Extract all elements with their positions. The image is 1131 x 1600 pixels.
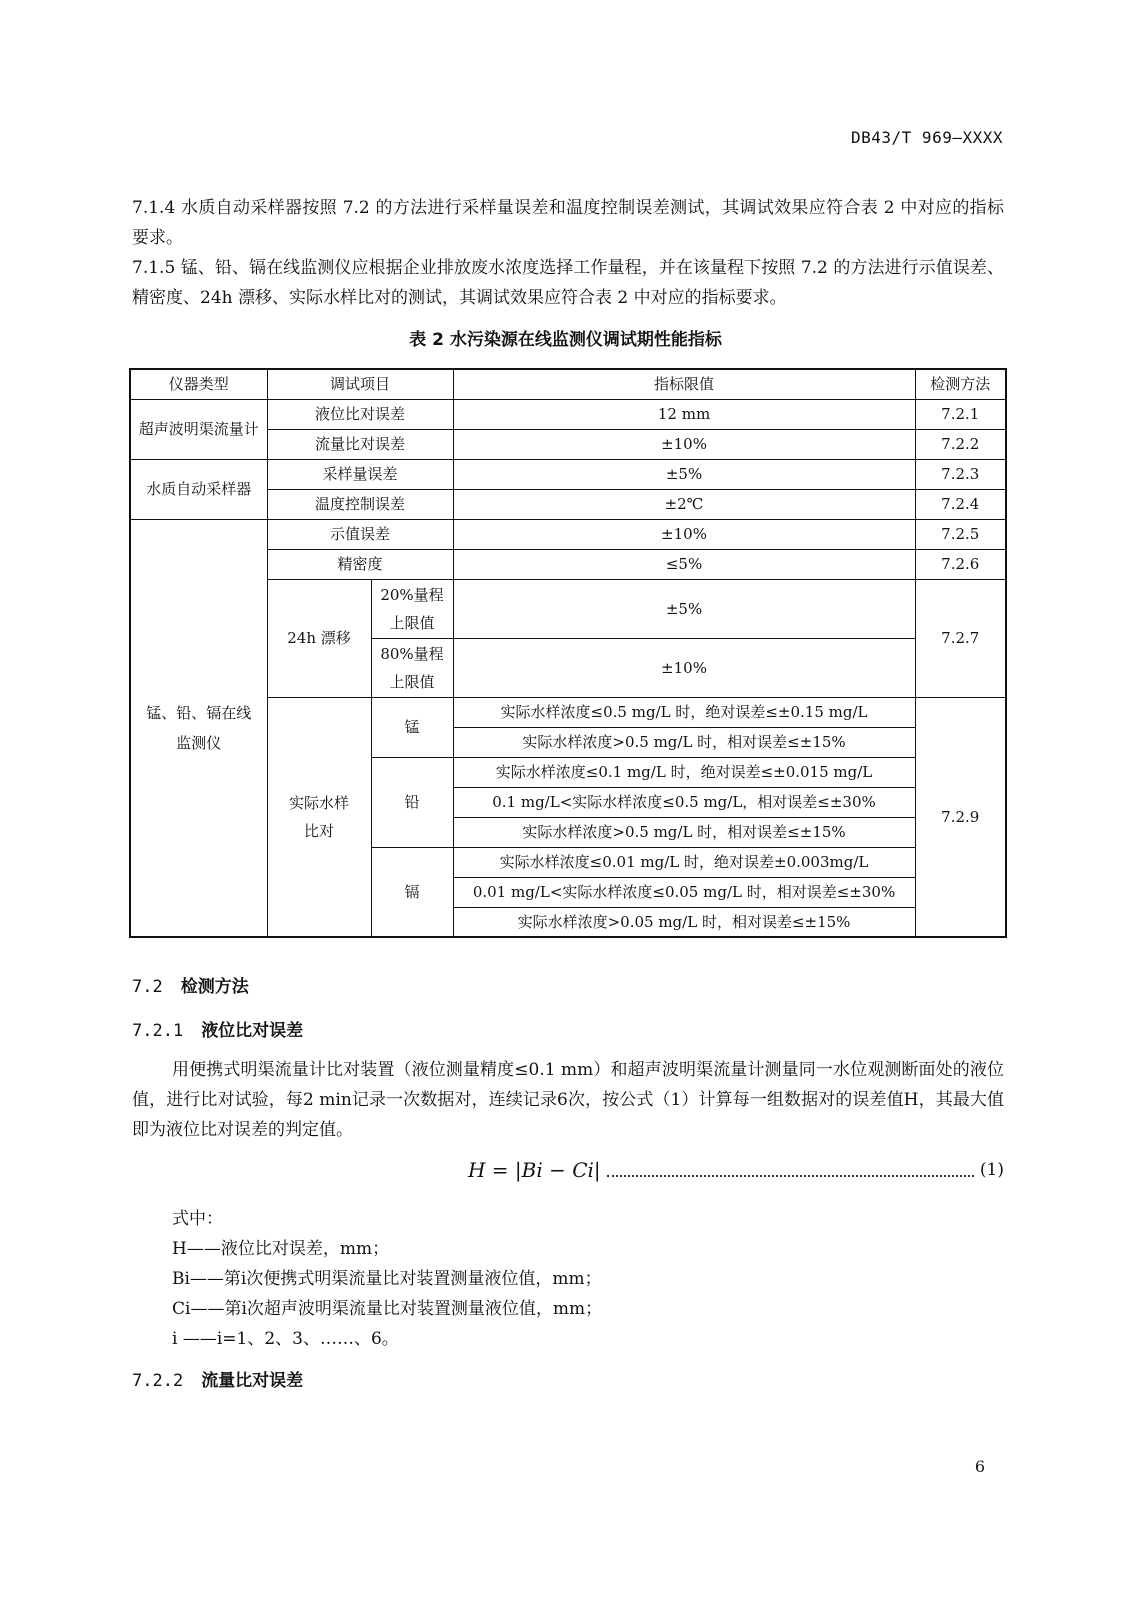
limit-cell: 12 mm xyxy=(453,399,915,429)
item-cell: 采样量误差 xyxy=(267,459,453,489)
metal-mn: 锰 xyxy=(371,697,453,757)
limit-cell: 实际水样浓度>0.05 mg/L 时，相对误差≤±15% xyxy=(453,907,915,937)
limit-cell: ±5% xyxy=(453,579,915,638)
where-label: 式中： xyxy=(172,1209,223,1229)
method-cell: 7.2.9 xyxy=(915,697,1006,937)
table-row xyxy=(130,519,1006,549)
table-row xyxy=(130,399,1006,429)
header-item: 调试项目 xyxy=(267,369,453,399)
limit-cell: ±10% xyxy=(453,638,915,697)
limit-cell: 实际水样浓度≤0.1 mg/L 时，绝对误差≤±0.015 mg/L xyxy=(453,757,915,787)
section-title: 流量比对误差 xyxy=(201,1371,304,1391)
equation-number: (1) xyxy=(979,1160,1004,1180)
type-heavy-metal-monitor: 锰、铅、镉在线监测仪 xyxy=(130,519,267,937)
item-cell: 示值误差 xyxy=(267,519,453,549)
method-cell: 7.2.7 xyxy=(915,579,1006,697)
metal-cd: 镉 xyxy=(371,847,453,937)
table-header-row xyxy=(130,369,1006,399)
type-sampler: 水质自动采样器 xyxy=(130,459,267,519)
item-cell: 温度控制误差 xyxy=(267,489,453,519)
section-7-2-1-heading xyxy=(132,1016,303,1041)
limit-cell: 实际水样浓度≤0.01 mg/L 时，绝对误差±0.003mg/L xyxy=(453,847,915,877)
definition-ci: Ci——第i次超声波明渠流量比对装置测量液位值，mm； xyxy=(172,1299,603,1319)
table-title: 表 2 水污染源在线监测仪调试期性能指标 xyxy=(409,330,722,350)
drift-sub-80: 80%量程上限值 xyxy=(371,638,453,697)
method-cell: 7.2.5 xyxy=(915,519,1006,549)
definition-bi: Bi——第i次便携式明渠流量比对装置测量液位值，mm； xyxy=(172,1269,602,1289)
formula-1 xyxy=(468,1158,1004,1182)
item-real-sample: 实际水样比对 xyxy=(267,697,371,937)
document-code: DB43/T 969—XXXX xyxy=(851,128,1003,147)
limit-cell: ±10% xyxy=(453,429,915,459)
item-drift: 24h 漂移 xyxy=(267,579,371,697)
limit-cell: ±5% xyxy=(453,459,915,489)
section-7-2-2-heading xyxy=(132,1366,303,1391)
limit-cell: 0.01 mg/L<实际水样浓度≤0.05 mg/L 时，相对误差≤±30% xyxy=(453,877,915,907)
limit-cell: ±10% xyxy=(453,519,915,549)
paragraph-7-1-4: 7.1.4 水质自动采样器按照 7.2 的方法进行采样量误差和温度控制误差测试，其调试效果应符合表 2 中对应的指标要求。 xyxy=(132,198,1004,248)
section-7-2-heading xyxy=(132,972,249,997)
limit-cell: ±2℃ xyxy=(453,489,915,519)
item-cell: 液位比对误差 xyxy=(267,399,453,429)
header-method: 检测方法 xyxy=(915,369,1006,399)
header-limit: 指标限值 xyxy=(453,369,915,399)
section-title: 检测方法 xyxy=(180,977,249,997)
limit-cell: 0.1 mg/L<实际水样浓度≤0.5 mg/L，相对误差≤±30% xyxy=(453,787,915,817)
dot-leader xyxy=(607,1163,974,1177)
formula-expression: H = |Bi − Ci| xyxy=(468,1158,601,1182)
item-cell: 精密度 xyxy=(267,549,453,579)
method-cell: 7.2.4 xyxy=(915,489,1006,519)
item-cell: 流量比对误差 xyxy=(267,429,453,459)
limit-cell: ≤5% xyxy=(453,549,915,579)
method-cell: 7.2.1 xyxy=(915,399,1006,429)
page-number: 6 xyxy=(974,1457,985,1476)
limit-cell: 实际水样浓度≤0.5 mg/L 时，绝对误差≤±0.15 mg/L xyxy=(453,697,915,727)
limit-cell: 实际水样浓度>0.5 mg/L 时，相对误差≤±15% xyxy=(453,817,915,847)
definition-i: i ——i=1、2、3、……、6。 xyxy=(172,1329,399,1349)
section-number: 7.2 xyxy=(132,977,163,997)
section-7-2-1-body: 用便携式明渠流量计比对装置（液位测量精度≤0.1 mm）和超声波明渠流量计测量同一水位观测断面处的液位值，进行比对试验，每2 min记录一次数据对，连续记录6次，按公式（1）计算每一组数据对的误差值H，其最大值即为液位比对误差的判定值。 xyxy=(132,1060,1004,1140)
limit-cell: 实际水样浓度>0.5 mg/L 时，相对误差≤±15% xyxy=(453,727,915,757)
header-type: 仪器类型 xyxy=(130,369,267,399)
section-number: 7.2.2 xyxy=(132,1371,184,1391)
method-cell: 7.2.3 xyxy=(915,459,1006,489)
type-flowmeter: 超声波明渠流量计 xyxy=(130,399,267,459)
table-row xyxy=(130,459,1006,489)
method-cell: 7.2.2 xyxy=(915,429,1006,459)
metal-pb: 铅 xyxy=(371,757,453,847)
drift-sub-20: 20%量程上限值 xyxy=(371,579,453,638)
performance-table xyxy=(129,368,1007,938)
method-cell: 7.2.6 xyxy=(915,549,1006,579)
definition-h: H——液位比对误差，mm； xyxy=(172,1239,390,1259)
section-title: 液位比对误差 xyxy=(201,1021,304,1041)
section-number: 7.2.1 xyxy=(132,1021,184,1041)
paragraph-7-1-5: 7.1.5 锰、铅、镉在线监测仪应根据企业排放废水浓度选择工作量程，并在该量程下按照 7.2 的方法进行示值误差、精密度、24h 漂移、实际水样比对的测试，其调试效果应符合表 2 中对应的指标要求。 xyxy=(132,258,1004,308)
